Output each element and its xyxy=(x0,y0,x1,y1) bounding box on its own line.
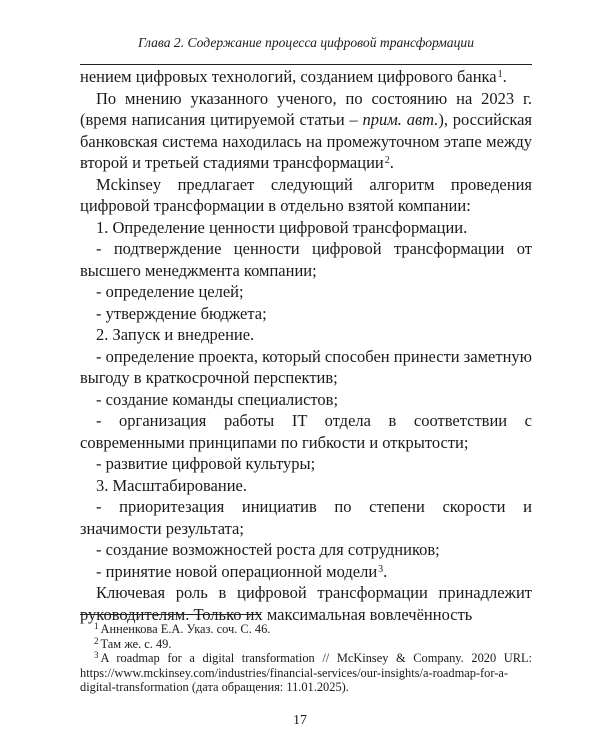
paragraph-closing: Ключевая роль в цифровой трансформации принадлежит руководителям. Только их максимальная вовлечённость xyxy=(80,583,532,624)
list-item: - определение проекта, который способен принести заметную выгоду в краткосрочной перспектив; xyxy=(80,346,532,387)
footnote-reference-1[interactable]: 1 xyxy=(497,69,503,80)
footnote-reference-2[interactable]: 2 xyxy=(384,155,390,166)
footnote-text: Анненкова Е.А. Указ. соч. С. 46. xyxy=(100,622,271,636)
step-heading: 3. Масштабирование. xyxy=(96,475,247,495)
list-item: - развитие цифровой культуры; xyxy=(96,454,316,473)
paragraph-text: По мнению указанного ученого, по состоянию на 2023 г. (время написания цитируемой статьи – xyxy=(80,88,532,129)
footnote xyxy=(80,651,532,695)
list-item: - принятие новой операционной модели$^3$. xyxy=(96,561,388,581)
list-item: - утверждение бюджета; xyxy=(96,303,267,323)
paragraph-algorithm-intro: Mckinsey предлагает следующий алгоритм проведения цифровой трансформации в отдельно взятой компании: xyxy=(80,174,532,215)
list-item: - приоритезация инициатив по степени скорости и значимости результата; xyxy=(80,497,532,538)
list-item-text: - принятие новой операционной модели xyxy=(96,561,378,581)
step-heading: 1. Определение ценности цифровой трансформации. xyxy=(96,217,468,237)
footnote-text: A roadmap for a digital transformation // McKinsey & Company. 2020 URL: https://www.mckinsey.com/industries/financial-services/our-insights/a-roadmap-for-a-digital-transformation (дата обращения: 11.01.2025). xyxy=(80,651,532,695)
paragraph-continuation: нением цифровых технологий, созданием цифрового банка$^1$. xyxy=(80,67,507,86)
paragraph-text: нением цифровых технологий, созданием цифрового банка xyxy=(80,67,497,86)
running-header: Глава 2. Содержание процесса цифровой трансформации xyxy=(138,35,474,50)
footnote-marker: 2 xyxy=(94,635,99,646)
paragraph-text: ), российская банковская система находилась на промежуточном этапе между второй и третьей стадиями трансформации xyxy=(80,110,532,172)
page-number: 17 xyxy=(293,713,307,728)
footnote-marker: 3 xyxy=(94,650,99,661)
footnote xyxy=(80,637,532,652)
footnote-marker: 1 xyxy=(94,621,99,631)
body-text xyxy=(80,66,532,625)
list-item: - подтверждение ценности цифровой трансформации от высшего менеджмента компании; xyxy=(80,239,532,280)
footnote-text: Там же. с. 49. xyxy=(100,636,172,651)
footnote-reference-3[interactable]: 3 xyxy=(378,563,384,575)
list-item: - создание возможностей роста для сотрудников; xyxy=(96,540,440,559)
list-item: - создание команды специалистов; xyxy=(96,389,339,409)
footnote-divider xyxy=(80,614,261,615)
step-heading: 2. Запуск и внедрение. xyxy=(96,325,255,344)
author-note: прим. авт. xyxy=(362,110,439,129)
header-divider xyxy=(80,64,532,65)
footnotes xyxy=(80,622,532,695)
list-item: - определение целей; xyxy=(96,282,244,301)
paragraph-opinion: По мнению указанного ученого, по состоянию на 2023 г. (время написания цитируемой статьи – прим. авт.), российская банковская система находилась на промежуточном этапе между второй и третьей стадиями трансформации$^2$. xyxy=(80,88,532,172)
footnote xyxy=(80,622,532,637)
list-item: - организация работы IT отдела в соответствии с современными принципами по гибкости и открытости; xyxy=(80,411,532,452)
